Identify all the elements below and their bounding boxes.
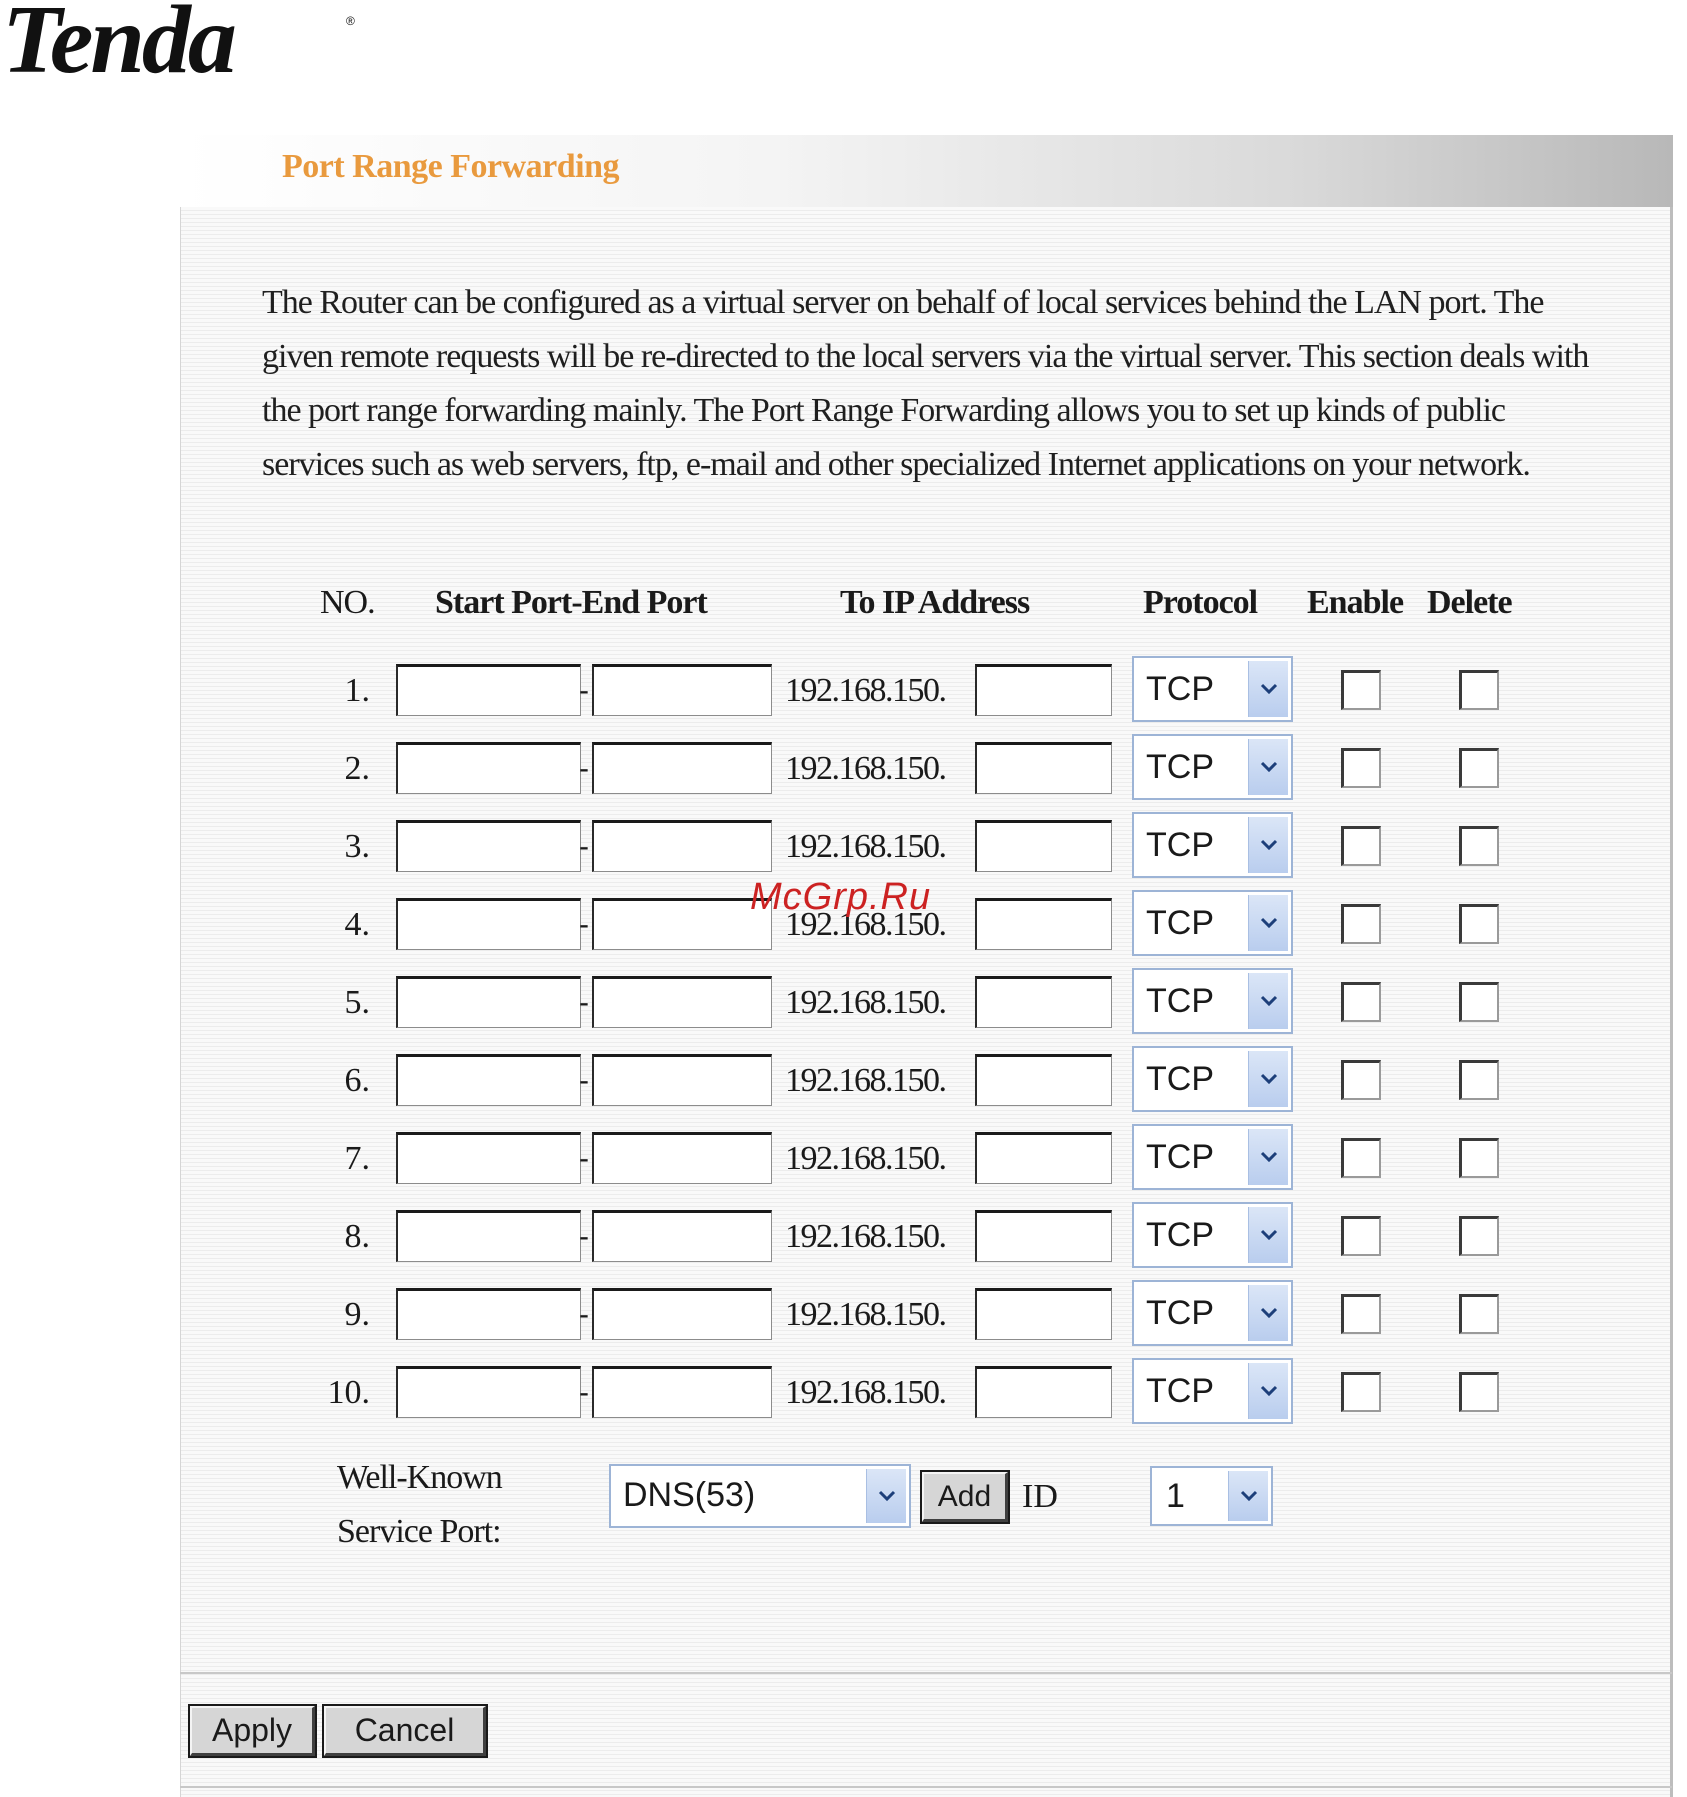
registered-mark: ® <box>346 14 355 28</box>
footer-bottom-line <box>180 1786 1672 1788</box>
protocol-select[interactable] <box>1132 812 1293 878</box>
protocol-select[interactable] <box>1132 890 1293 956</box>
delete-checkbox[interactable] <box>1459 982 1499 1022</box>
chevron-down-icon <box>866 1469 906 1523</box>
ip-last-octet-input[interactable] <box>975 664 1112 716</box>
chevron-down-icon <box>1248 817 1288 873</box>
row-number: 8. <box>344 1218 370 1255</box>
delete-checkbox[interactable] <box>1459 826 1499 866</box>
row-number: 4. <box>344 906 370 943</box>
protocol-select[interactable] <box>1132 734 1293 800</box>
enable-checkbox[interactable] <box>1341 1216 1381 1256</box>
protocol-select[interactable] <box>1132 1280 1293 1346</box>
chevron-down-icon <box>1248 739 1288 795</box>
ip-last-octet-input[interactable] <box>975 742 1112 794</box>
footer-divider <box>180 1672 1672 1674</box>
add-button[interactable]: Add <box>922 1472 1008 1522</box>
end-port-input[interactable] <box>592 898 772 950</box>
ip-prefix: 192.168.150. <box>785 984 946 1021</box>
start-port-input[interactable] <box>396 1210 581 1262</box>
port-separator: - <box>579 1376 589 1409</box>
start-port-input[interactable] <box>396 898 581 950</box>
start-port-input[interactable] <box>396 1288 581 1340</box>
well-known-label-line1: Well-Known <box>337 1459 502 1496</box>
header-ip: To IP Address <box>840 584 1030 621</box>
port-separator: - <box>579 1064 589 1097</box>
end-port-input[interactable] <box>592 1366 772 1418</box>
start-port-input[interactable] <box>396 664 581 716</box>
row-number: 1. <box>344 672 370 709</box>
delete-checkbox[interactable] <box>1459 1372 1499 1412</box>
row-number: 5. <box>344 984 370 1021</box>
enable-checkbox[interactable] <box>1341 1138 1381 1178</box>
tenda-logo: Tenda <box>2 0 234 94</box>
protocol-value: TCP <box>1146 904 1214 942</box>
chevron-down-icon <box>1248 1363 1288 1419</box>
row-number: 9. <box>344 1296 370 1333</box>
service-port-value: DNS(53) <box>623 1476 756 1514</box>
port-separator: - <box>579 1220 589 1253</box>
protocol-value: TCP <box>1146 1294 1214 1332</box>
ip-prefix: 192.168.150. <box>785 906 946 943</box>
end-port-input[interactable] <box>592 1054 772 1106</box>
port-separator: - <box>579 986 589 1019</box>
end-port-input[interactable] <box>592 1132 772 1184</box>
start-port-input[interactable] <box>396 1132 581 1184</box>
enable-checkbox[interactable] <box>1341 826 1381 866</box>
enable-checkbox[interactable] <box>1341 1372 1381 1412</box>
id-value: 1 <box>1166 1477 1185 1515</box>
ip-prefix: 192.168.150. <box>785 1062 946 1099</box>
protocol-value: TCP <box>1146 1216 1214 1254</box>
enable-checkbox[interactable] <box>1341 982 1381 1022</box>
panel-edge <box>1670 135 1673 1797</box>
protocol-value: TCP <box>1146 1138 1214 1176</box>
protocol-select[interactable] <box>1132 1046 1293 1112</box>
ip-last-octet-input[interactable] <box>975 1210 1112 1262</box>
protocol-value: TCP <box>1146 826 1214 864</box>
ip-prefix: 192.168.150. <box>785 672 946 709</box>
watermark: McGrp.Ru <box>750 876 932 918</box>
header-no: NO. <box>320 584 375 621</box>
ip-last-octet-input[interactable] <box>975 1132 1112 1184</box>
protocol-value: TCP <box>1146 1060 1214 1098</box>
protocol-select[interactable] <box>1132 1124 1293 1190</box>
chevron-down-icon <box>1228 1471 1268 1521</box>
ip-prefix: 192.168.150. <box>785 1218 946 1255</box>
chevron-down-icon <box>1248 973 1288 1029</box>
port-separator: - <box>579 1298 589 1331</box>
protocol-value: TCP <box>1146 982 1214 1020</box>
start-port-input[interactable] <box>396 976 581 1028</box>
row-number: 3. <box>344 828 370 865</box>
port-separator: - <box>579 908 589 941</box>
port-separator: - <box>579 830 589 863</box>
ip-prefix: 192.168.150. <box>785 1140 946 1177</box>
service-port-select[interactable] <box>609 1464 911 1528</box>
row-number: 2. <box>344 750 370 787</box>
chevron-down-icon <box>1248 895 1288 951</box>
page-title: Port Range Forwarding <box>282 148 620 185</box>
protocol-select[interactable] <box>1132 968 1293 1034</box>
apply-button[interactable]: Apply <box>190 1706 315 1756</box>
ip-last-octet-input[interactable] <box>975 1288 1112 1340</box>
protocol-value: TCP <box>1146 748 1214 786</box>
delete-checkbox[interactable] <box>1459 1138 1499 1178</box>
chevron-down-icon <box>1248 661 1288 717</box>
ip-prefix: 192.168.150. <box>785 1296 946 1333</box>
end-port-input[interactable] <box>592 742 772 794</box>
ip-last-octet-input[interactable] <box>975 976 1112 1028</box>
chevron-down-icon <box>1248 1207 1288 1263</box>
id-label: ID <box>1022 1478 1058 1515</box>
end-port-input[interactable] <box>592 1210 772 1262</box>
ip-last-octet-input[interactable] <box>975 820 1112 872</box>
ip-prefix: 192.168.150. <box>785 828 946 865</box>
delete-checkbox[interactable] <box>1459 1294 1499 1334</box>
port-separator: - <box>579 674 589 707</box>
protocol-value: TCP <box>1146 1372 1214 1410</box>
cancel-button[interactable]: Cancel <box>324 1706 486 1756</box>
ip-last-octet-input[interactable] <box>975 1366 1112 1418</box>
start-port-input[interactable] <box>396 742 581 794</box>
row-number: 10. <box>327 1374 370 1411</box>
enable-checkbox[interactable] <box>1341 670 1381 710</box>
start-port-input[interactable] <box>396 1366 581 1418</box>
protocol-value: TCP <box>1146 670 1214 708</box>
enable-checkbox[interactable] <box>1341 1294 1381 1334</box>
delete-checkbox[interactable] <box>1459 1060 1499 1100</box>
well-known-label-line2: Service Port: <box>337 1513 501 1550</box>
delete-checkbox[interactable] <box>1459 904 1499 944</box>
row-number: 7. <box>344 1140 370 1177</box>
port-separator: - <box>579 1142 589 1175</box>
end-port-input[interactable] <box>592 664 772 716</box>
end-port-input[interactable] <box>592 1288 772 1340</box>
chevron-down-icon <box>1248 1051 1288 1107</box>
enable-checkbox[interactable] <box>1341 1060 1381 1100</box>
delete-checkbox[interactable] <box>1459 1216 1499 1256</box>
well-known-label <box>337 1451 502 1559</box>
protocol-select[interactable] <box>1132 1202 1293 1268</box>
page-description: The Router can be configured as a virtual server on behalf of local services behind the LAN port. The given remote requests will be re-directed to the local servers via the virtual server. This section deals with the port range forwarding mainly. The Port Range Forwarding allows you to set up kinds of public services such as web servers, ftp, e-mail and other specialized Internet applications on your network. <box>262 284 1589 483</box>
ip-prefix: 192.168.150. <box>785 750 946 787</box>
ip-last-octet-input[interactable] <box>975 1054 1112 1106</box>
end-port-input[interactable] <box>592 820 772 872</box>
enable-checkbox[interactable] <box>1341 904 1381 944</box>
header-protocol: Protocol <box>1143 584 1258 621</box>
ip-prefix: 192.168.150. <box>785 1374 946 1411</box>
row-number: 6. <box>344 1062 370 1099</box>
start-port-input[interactable] <box>396 1054 581 1106</box>
chevron-down-icon <box>1248 1285 1288 1341</box>
port-separator: - <box>579 752 589 785</box>
end-port-input[interactable] <box>592 976 772 1028</box>
id-select[interactable] <box>1150 1466 1273 1526</box>
delete-checkbox[interactable] <box>1459 748 1499 788</box>
protocol-select[interactable] <box>1132 656 1293 722</box>
protocol-select[interactable] <box>1132 1358 1293 1424</box>
ip-last-octet-input[interactable] <box>975 898 1112 950</box>
header-delete: Delete <box>1427 584 1512 621</box>
header-ports: Start Port-End Port <box>435 584 707 621</box>
chevron-down-icon <box>1248 1129 1288 1185</box>
enable-checkbox[interactable] <box>1341 748 1381 788</box>
header-enable: Enable <box>1307 584 1404 621</box>
start-port-input[interactable] <box>396 820 581 872</box>
delete-checkbox[interactable] <box>1459 670 1499 710</box>
